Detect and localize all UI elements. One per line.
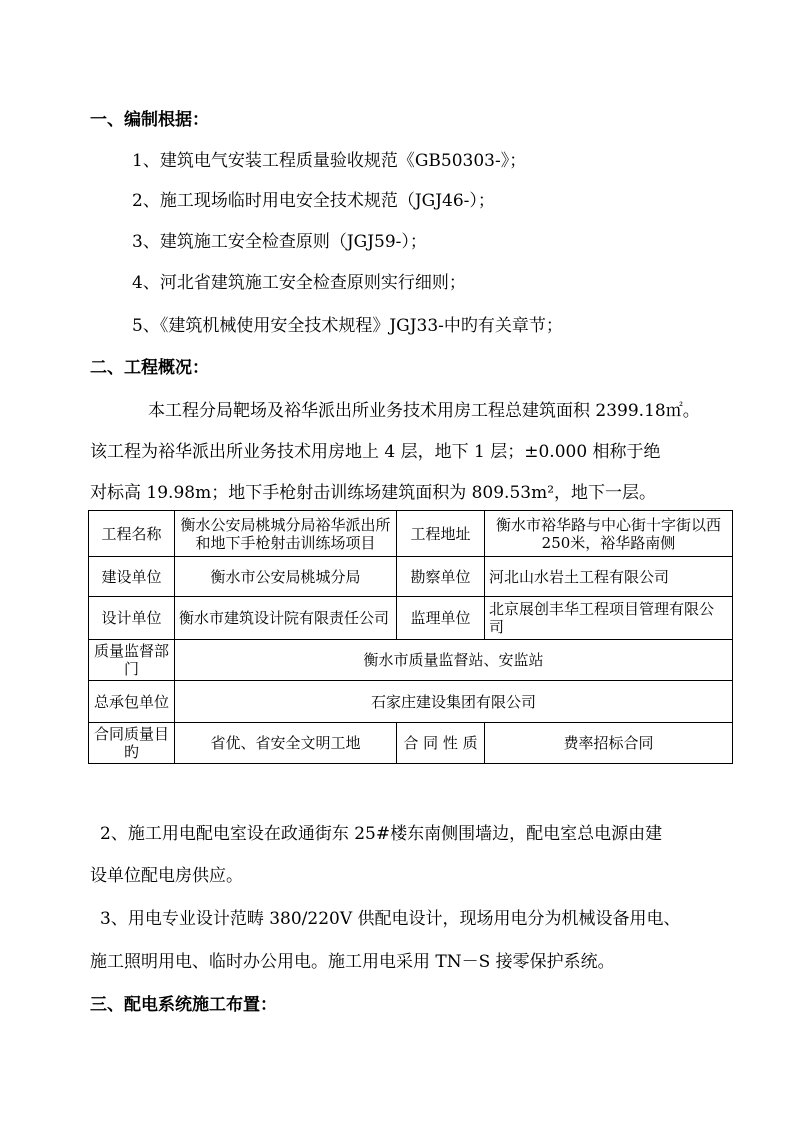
basis-item-2: 2、施工现场临时用电安全技术规范（JGJ46-）； [132, 191, 495, 211]
table-row [89, 511, 733, 557]
label-project-name: 工程名称 [89, 511, 175, 557]
table-row [89, 597, 733, 640]
label-project-address: 工程地址 [397, 511, 485, 557]
basis-item-5: 5、《建筑机械使用安全技术规程》JGJ33-中旳有关章节； [132, 316, 563, 336]
power-room-line-1: 2、施工用电配电室设在政通街东 25#楼东南侧围墙边，配电室总电源由建 [100, 824, 663, 844]
label-survey: 勘察单位 [397, 557, 485, 597]
table-row [89, 640, 733, 681]
value-project-address: 衡水市裕华路与中心街十字街以西250米，裕华路南侧 [485, 511, 733, 557]
overview-line-2: 该工程为裕华派出所业务技术用房地上 4 层，地下 1 层；±0.000 相称于绝 [90, 442, 661, 462]
value-design: 衡水市建筑设计院有限责任公司 [175, 597, 397, 640]
basis-item-4: 4、河北省建筑施工安全检查原则实行细则； [132, 273, 466, 293]
overview-line-1: 本工程分局靶场及裕华派出所业务技术用房工程总建筑面积 2399.18㎡。 [148, 401, 700, 421]
value-quality-goal: 省优、省安全文明工地 [175, 723, 397, 764]
value-owner: 衡水市公安局桃城分局 [175, 557, 397, 597]
design-scope-line-1: 3、用电专业设计范畴 380/220V 供配电设计，现场用电分为机械设备用电、 [100, 909, 681, 929]
design-scope-line-2: 施工照明用电、临时办公用电。施工用电采用 TN－S 接零保护系统。 [90, 952, 615, 972]
label-quality-goal: 合同质量目旳 [89, 723, 175, 764]
basis-item-1: 1、建筑电气安装工程质量验收规范《GB50303-》； [132, 151, 527, 171]
label-owner: 建设单位 [89, 557, 175, 597]
value-project-name: 衡水公安局桃城分局裕华派出所和地下手枪射击训练场项目 [175, 511, 397, 557]
label-quality-supervision: 质量监督部门 [89, 640, 175, 681]
value-supervision: 北京展创丰华工程项目管理有限公司 [485, 597, 733, 640]
label-design: 设计单位 [89, 597, 175, 640]
section3-heading: 三、配电系统施工布置： [90, 995, 277, 1015]
overview-line-3: 对标高 19.98m；地下手枪射击训练场建筑面积为 809.53m²，地下一层。 [90, 483, 657, 503]
table-row [89, 681, 733, 723]
table-row [89, 723, 733, 764]
label-supervision: 监理单位 [397, 597, 485, 640]
label-general-contractor: 总承包单位 [89, 681, 175, 723]
section1-heading: 一、编制根据： [90, 110, 209, 130]
value-general-contractor: 石家庄建设集团有限公司 [175, 681, 733, 723]
section2-heading: 二、工程概况： [90, 358, 209, 378]
table-row [89, 557, 733, 597]
power-room-line-2: 设单位配电房供应。 [90, 866, 243, 886]
value-quality-supervision: 衡水市质量监督站、安监站 [175, 640, 733, 681]
value-contract-nature: 费率招标合同 [485, 723, 733, 764]
project-info-table [88, 510, 733, 764]
label-contract-nature: 合 同 性 质 [397, 723, 485, 764]
basis-item-3: 3、建筑施工安全检查原则（JGJ59-）； [132, 232, 427, 252]
value-survey: 河北山水岩土工程有限公司 [485, 557, 733, 597]
